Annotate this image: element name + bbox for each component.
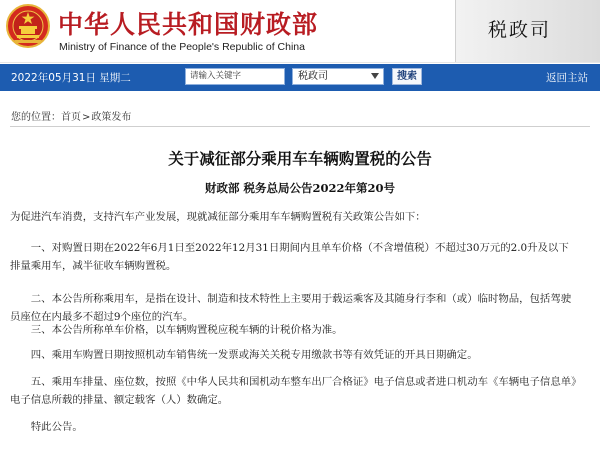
article-paragraph: 一、对购置日期在2022年6月1日至2022年12月31日期间内且单车价格（不含增值税）不超过30万元的2.0升及以下排量乘用车，减半征收车辆购置税。 (10, 242, 569, 272)
return-main-site-link[interactable]: 返回主站 (546, 72, 588, 84)
site-title[interactable]: 中华人民共和国财政部 (58, 10, 319, 39)
site-header (0, 0, 600, 63)
department-name: 税政司 (488, 19, 552, 41)
search-scope-select[interactable] (292, 68, 384, 85)
article-paragraph: 为促进汽车消费，支持汽车产业发展，现就减征部分乘用车车辆购置税有关政策公告如下： (10, 211, 426, 223)
document-number: 财政部 税务总局公告2022年第20号 (204, 181, 395, 195)
article-content (10, 126, 590, 457)
chevron-down-icon (371, 73, 379, 79)
nav-bar (0, 64, 600, 91)
article-paragraph: 四、乘用车购置日期按照机动车销售统一发票或海关关税专用缴款书等有效凭证的开具日期确定。 (30, 349, 478, 361)
breadcrumb-item-policy[interactable]: 政策发布 (91, 112, 132, 123)
breadcrumb-separator: > (82, 112, 91, 123)
article-paragraph: 二、本公告所称乘用车，是指在设计、制造和技术特性上主要用于载运乘客及其随身行李和（或）临时物品，包括驾驶员座位在内最多不超过9个座位的汽车。 (10, 293, 572, 323)
article-title: 关于减征部分乘用车车辆购置税的公告 (168, 149, 432, 168)
article-paragraph: 特此公告。 (30, 421, 83, 433)
article-paragraph: 五、乘用车排量、座位数，按照《中华人民共和国机动车整车出厂合格证》电子信息或者进口机动车《车辆电子信息单》电子信息所载的排量、额定载客（人）数确定。 (10, 376, 577, 406)
breadcrumb-item-home[interactable]: 首页 (61, 112, 81, 123)
national-emblem-icon[interactable] (6, 4, 50, 48)
site-subtitle: Ministry of Finance of the People's Republic of China (59, 41, 305, 53)
search-scope-value: 税政司 (298, 71, 328, 82)
department-banner (455, 0, 600, 62)
article-paragraph: 三、本公告所称单车价格，以车辆购置税应税车辆的计税价格为准。 (30, 324, 343, 336)
breadcrumb (11, 108, 131, 123)
current-date: 2022年05月31日 星期二 (11, 72, 131, 84)
breadcrumb-prefix: 您的位置： (11, 112, 61, 123)
search-input[interactable]: 请输入关键字 (185, 68, 285, 85)
search-button[interactable]: 搜索 (392, 68, 422, 85)
